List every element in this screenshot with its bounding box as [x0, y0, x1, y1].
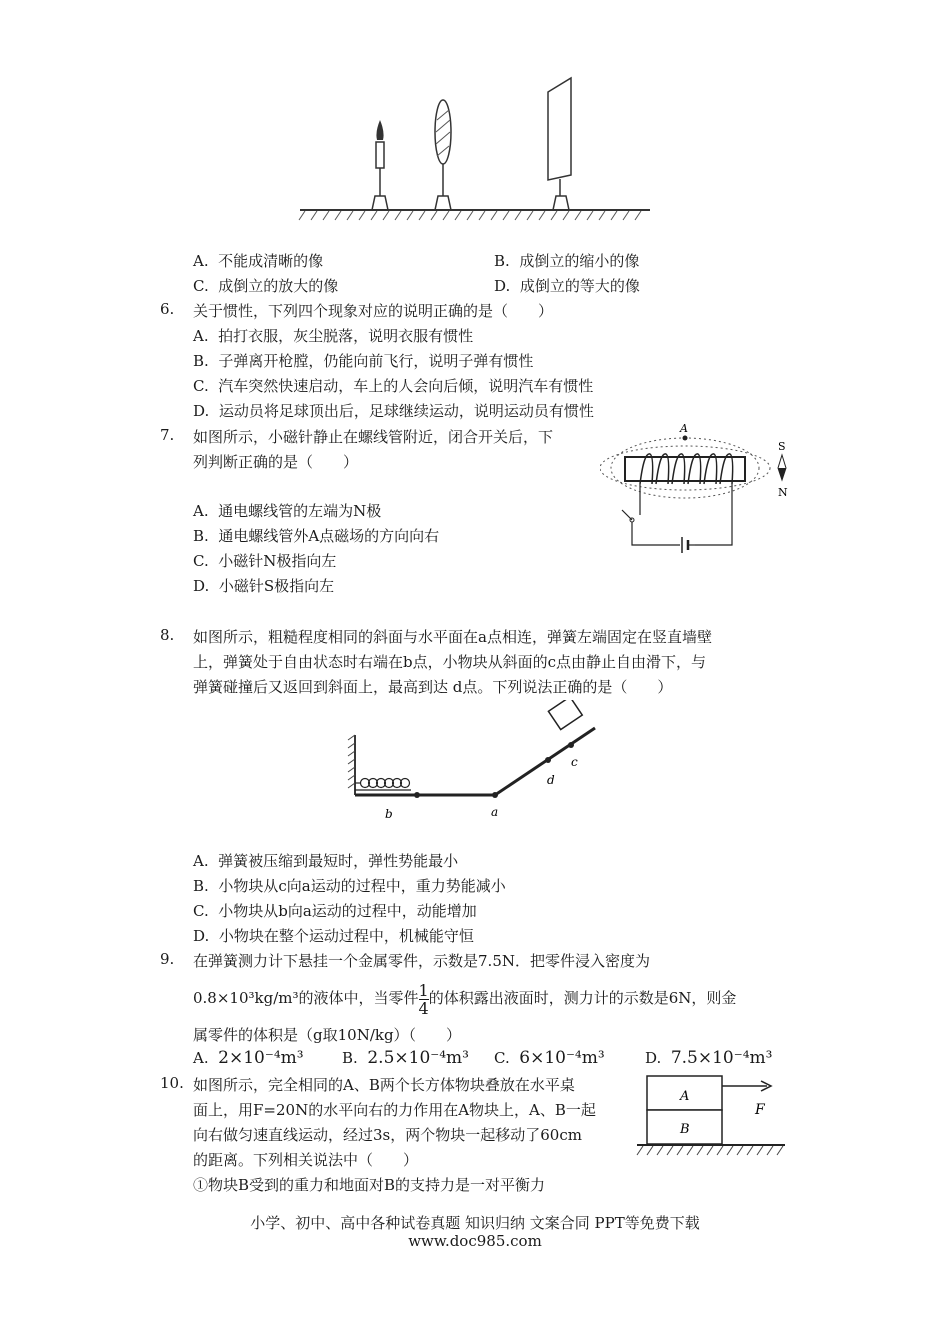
q9-line2-a: 0.8×10³kg/m³的液体中，当零件 — [193, 989, 419, 1007]
point-c-label: c — [571, 755, 578, 769]
footer-url[interactable]: www.doc985.com — [408, 1232, 542, 1250]
q7-stem-line1: 如图所示，小磁针静止在螺线管附近，闭合开关后，下 — [193, 428, 554, 446]
q8-option-c: C. 小物块从b向a运动的过程中，动能增加 — [193, 902, 477, 920]
one-quarter-fraction: $\frac{1}{4}$ — [418, 980, 429, 1018]
q6-option-b: B. 子弹离开枪膛，仍能向前飞行，说明子弹有惯性 — [193, 352, 534, 370]
q5-option-a: A. 不能成清晰的像 — [193, 252, 324, 270]
q6-number: 6. — [160, 300, 175, 318]
q7-option-a: A. 通电螺线管的左端为N极 — [193, 502, 382, 520]
q7-option-c: C. 小磁针N极指向左 — [193, 552, 337, 570]
q9-option-b: B. 2.5×10⁻⁴m³ — [342, 1048, 469, 1068]
q5-optics-figure — [295, 70, 655, 230]
screen-icon — [548, 78, 571, 210]
q10-statement-1: ①物块B受到的重力和地面对B的支持力是一对平衡力 — [193, 1176, 546, 1194]
q9-stem-line1: 在弹簧测力计下悬挂一个金属零件，示数是7.5N．把零件浸入密度为 — [193, 952, 650, 970]
candle-icon — [372, 120, 388, 210]
q5-option-c: C. 成倒立的放大的像 — [193, 277, 339, 295]
q10-stem-line2: 面上，用F=20N的水平向右的力作用在A物块上，A、B一起 — [193, 1101, 596, 1119]
q8-option-b: B. 小物块从c向a运动的过程中，重力势能减小 — [193, 877, 506, 895]
q9-option-c: C. 6×10⁻⁴m³ — [494, 1048, 605, 1068]
q10-number: 10. — [160, 1074, 184, 1092]
block-b-label: B — [680, 1122, 690, 1137]
q9-stem-line2 — [193, 978, 736, 1018]
q9-number: 9. — [160, 950, 175, 968]
footer-line1: 小学、初中、高中各种试卷真题 知识归纳 文案合同 PPT等免费下载 — [250, 1214, 700, 1232]
q8-incline-figure — [345, 700, 605, 830]
q8-stem-line3: 弹簧碰撞后又返回到斜面上，最高到达 d点。下列说法正确的是（ ） — [193, 678, 673, 696]
point-b-label: b — [385, 807, 393, 821]
q10-stem-line1: 如图所示，完全相同的A、B两个长方体物块叠放在水平桌 — [193, 1076, 575, 1094]
q6-option-c: C. 汽车突然快速启动，车上的人会向后倾，说明汽车有惯性 — [193, 377, 594, 395]
force-f-label: F — [755, 1102, 765, 1118]
needle-n-label: N — [778, 486, 788, 499]
block-a-label: A — [680, 1089, 690, 1104]
block-icon — [548, 700, 582, 730]
lens-icon — [435, 100, 451, 210]
q5-option-b: B. 成倒立的缩小的像 — [494, 252, 640, 270]
q6-option-d: D. 运动员将足球顶出后，足球继续运动，说明运动员有惯性 — [193, 402, 594, 420]
q8-number: 8. — [160, 626, 175, 644]
q7-solenoid-figure — [600, 420, 800, 555]
q8-stem-line1: 如图所示，粗糙程度相同的斜面与水平面在a点相连，弹簧左端固定在竖直墙壁 — [193, 628, 712, 646]
q9-stem-line3: 属零件的体积是（g取10N/kg）（ ） — [193, 1026, 462, 1044]
q7-option-d: D. 小磁针S极指向左 — [193, 577, 335, 595]
point-a-label: a — [491, 805, 499, 819]
q6-stem: 关于惯性，下列四个现象对应的说明正确的是（ ） — [193, 302, 554, 320]
q8-option-a: A. 弹簧被压缩到最短时，弹性势能最小 — [193, 852, 459, 870]
q6-option-a: A. 拍打衣服，灰尘脱落，说明衣服有惯性 — [193, 327, 474, 345]
q9-line2-b: 的体积露出液面时，测力计的示数是6N，则金 — [428, 989, 737, 1007]
q10-blocks-figure — [635, 1070, 795, 1165]
q7-number: 7. — [160, 426, 175, 444]
q7-option-b: B. 通电螺线管外A点磁场的方向向右 — [193, 527, 440, 545]
q8-option-d: D. 小物块在整个运动过程中，机械能守恒 — [193, 927, 474, 945]
q10-stem-line3: 向右做匀速直线运动，经过3s，两个物块一起移动了60cm — [193, 1126, 582, 1144]
q9-option-a: A. 2×10⁻⁴m³ — [193, 1048, 304, 1068]
needle-s-label: S — [778, 440, 786, 453]
q9-option-d: D. 7.5×10⁻⁴m³ — [645, 1048, 773, 1068]
point-d-label: d — [547, 773, 555, 787]
q10-stem-line4: 的距离。下列相关说法中（ ） — [193, 1151, 419, 1169]
q5-option-d: D. 成倒立的等大的像 — [494, 277, 640, 295]
q7-stem-line2: 列判断正确的是（ ） — [193, 453, 359, 471]
q8-stem-line2: 上，弹簧处于自由状态时右端在b点，小物块从斜面的c点由静止自由滑下，与 — [193, 653, 707, 671]
point-a-label: A — [680, 422, 688, 435]
